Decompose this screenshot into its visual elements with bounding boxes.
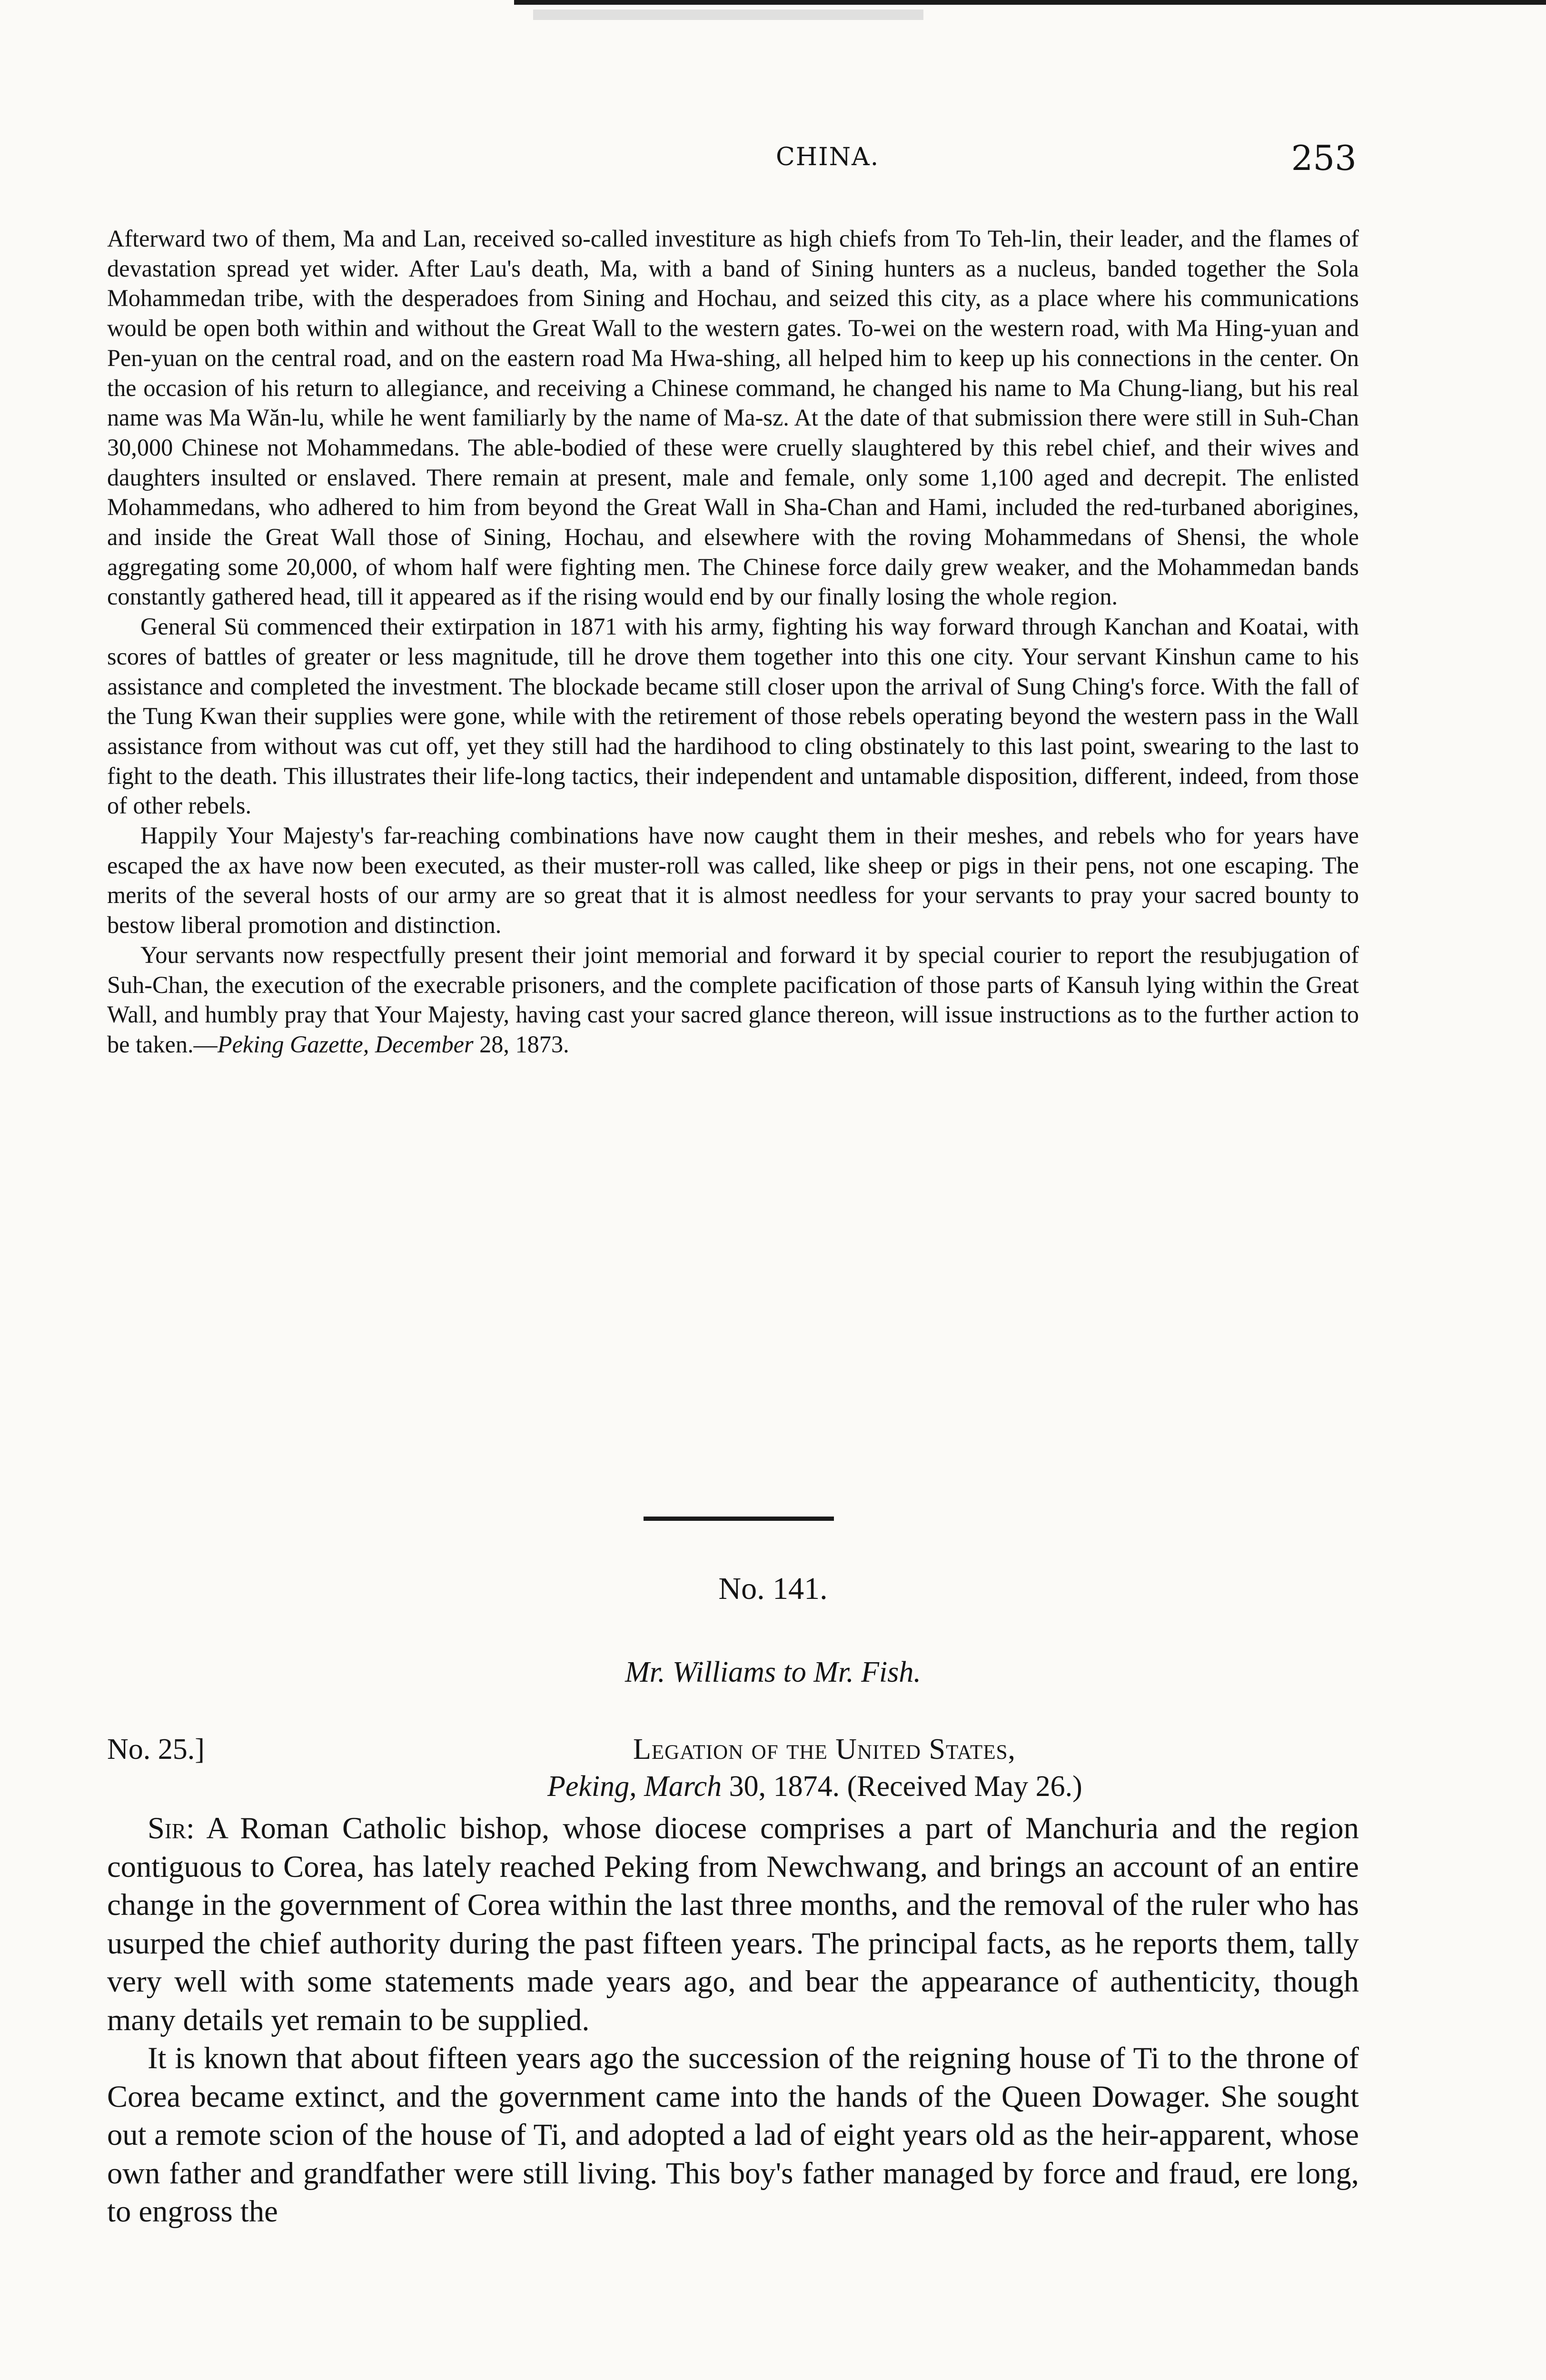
document-title: Mr. Williams to Mr. Fish. [625, 1656, 921, 1688]
memorial-paragraph-4 [107, 940, 1359, 1060]
running-head: CHINA. [776, 143, 880, 171]
salutation: Sir: [148, 1811, 195, 1845]
legation-heading: Legation of the United States, [633, 1733, 1016, 1765]
dispatch-date-place: Peking, March [547, 1770, 722, 1803]
dispatch-date [547, 1770, 1082, 1804]
memorial-paragraph-2: General Sü commenced their extirpation in 1871 with his army, fighting his way forward through Kanchan and Koatai, with scores of battles of greater or less magnitude, till he drove them together into this one city. Your servant Kinshun came to his assistance and completed the investment. The blockade became still closer upon the arrival of Sung Ching's force. With the fall of the Tung Kwan their supplies were gone, while with the retirement of those rebels operating beyond the western pass in the Wall assistance from without was cut off, yet they still had the hardihood to cling obstinately to this last point, swearing to the last to fight to the death. This illustrates their life-long tactics, their independent and untamable disposition, different, indeed, from those of other rebels. [107, 613, 1359, 819]
letter-paragraph-1-text: A Roman Catholic bishop, whose diocese comprises a part of Manchuria and the region contiguous to Corea, has lately reached Peking from Newchwang, and brings an account of an entire change in the government of Corea within the last three months, and the removal of the ruler who has usurped the chief authority during the past fifteen years. The principal facts, as he reports them, tally very well with some statements made years ago, and bear the appearance of authenticity, though many details yet remain to be supplied. [107, 1811, 1359, 2037]
memorial-text [107, 224, 1359, 1060]
gazette-date: 28, 1873. [473, 1031, 569, 1058]
letter-paragraph-1 [107, 1809, 1359, 2039]
letter-paragraph-2: It is known that about fifteen years ago the succession of the reigning house of Ti to the throne of Corea became extinct, and the government came into the hands of the Queen Dowager. She sought out a remote scion of the house of Ti, and adopted a lad of eight years old as the heir-apparent, whose own father and grandfather were still living. This boy's father managed by force and fraud, ere long, to engross the [107, 2041, 1359, 2228]
section-divider [644, 1517, 834, 1521]
letter-text [107, 1809, 1359, 2231]
dispatch-date-rest: 30, 1874. (Received May 26.) [722, 1770, 1082, 1803]
memorial-paragraph-4-text: Your servants now respectfully present their joint memorial and forward it by special courier to report the resubjugation of Suh-Chan, the execution of the execrable prisoners, and the complete pacification of those parts of Kansuh lying within the Great Wall, and humbly pray that Your Majesty, having cast your sacred glance thereon, will issue instructions as to the further action to be taken.— [107, 941, 1359, 1058]
top-border-rule [514, 0, 1546, 5]
dispatch-number: No. 25.] [107, 1733, 205, 1765]
gazette-citation: Peking Gazette, December [217, 1031, 474, 1058]
page-number: 253 [1291, 138, 1357, 178]
page-header [105, 138, 1371, 181]
memorial-paragraph-3: Happily Your Majesty's far-reaching combinations have now caught them in their meshes, and rebels who for years have escaped the ax have now been executed, as their muster-roll was called, like sheep or pigs in their pens, not one escaping. The merits of the several hosts of our army are so great that it is almost needless for your servants to pray your sacred bounty to bestow liberal promotion and distinction. [107, 822, 1359, 939]
memorial-paragraph-1: Afterward two of them, Ma and Lan, received so-called investiture as high chiefs from To Teh-lin, their leader, and the flames of devastation spread yet wider. After Lau's death, Ma, with a band of Sining hunters as a nucleus, banded together the Sola Mohammedan tribe, with the desperadoes from Sining and Hochau, and seized this city, as a place where his communications would be open both within and without the Great Wall to the western gates. To-wei on the western road, with Ma Hing-yuan and Pen-yuan on the central road, and on the eastern road Ma Hwa-shing, all helped him to keep up his connections in the center. On the occasion of his return to allegiance, and receiving a Chinese command, he changed his name to Ma Chung-liang, but his real name was Ma Wăn-lu, while he went familiarly by the name of Ma-sz. At the date of that submission there were still in Suh-Chan 30,000 Chinese not Mohammedans. The able-bodied of these were cruelly slaughtered by this rebel chief, and their wives and daughters insulted or enslaved. There remain at present, male and female, only some 1,100 aged and decrepit. The enlisted Mohammedans, who adhered to him from beyond the Great Wall in Sha-Chan and Hami, included the red-turbaned aborigines, and inside the Great Wall those of Sining, Hochau, and elsewhere with the roving Mohammedans of Shensi, the whole aggregating some 20,000, of whom half were fighting men. The Chinese force daily grew weaker, and the Mohammedan bands constantly gathered head, till it appeared as if the rising would end by our finally losing the whole region. [107, 225, 1359, 610]
print-smudge [533, 10, 923, 20]
document-number: No. 141. [718, 1571, 828, 1606]
